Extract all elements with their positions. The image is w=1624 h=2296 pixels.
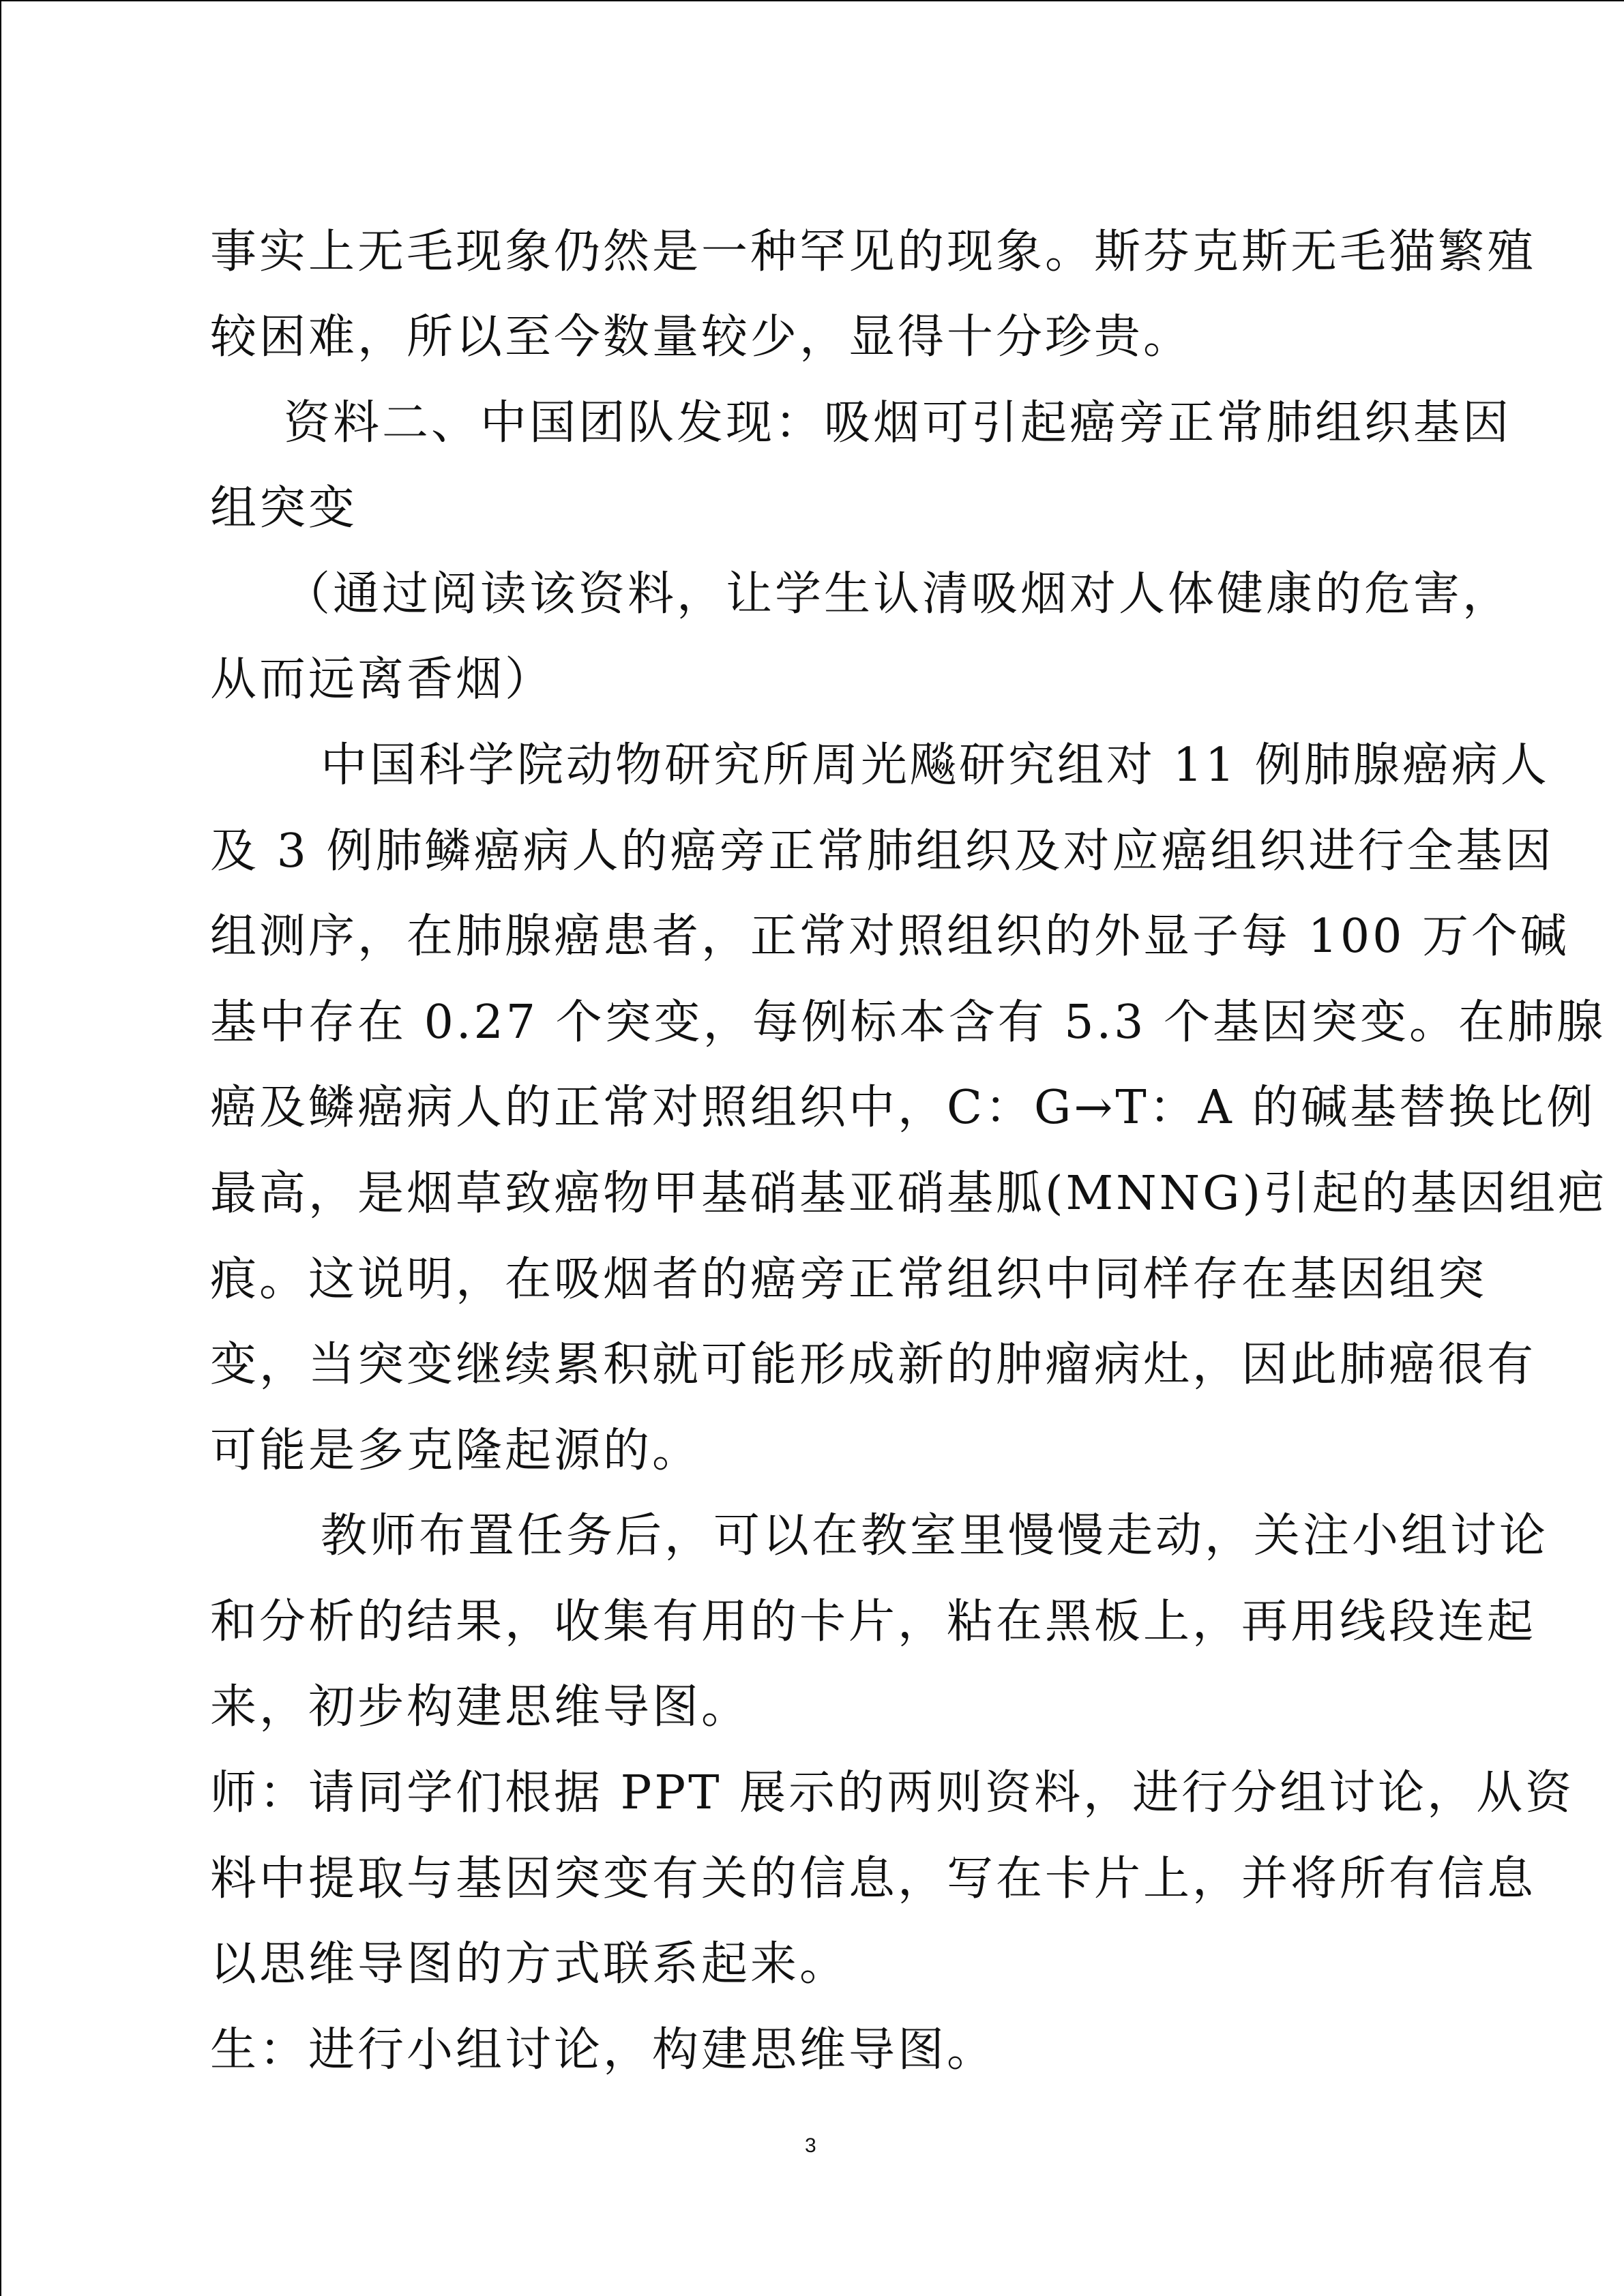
body-line-9: 痕。这说明，在吸烟者的癌旁正常组织中同样存在基因组突 xyxy=(210,1253,1488,1307)
section-heading-line-1: 资料二、中国团队发现：吸烟可引起癌旁正常肺组织基因 xyxy=(284,396,1512,450)
annotation-line-2: 从而远离香烟） xyxy=(210,653,555,706)
dialogue-teacher-line-3: 以思维导图的方式联系起来。 xyxy=(210,1937,849,1991)
section-heading-line-2: 组突变 xyxy=(210,481,358,535)
body-line-10: 变，当突变继续累积就可能形成新的肿瘤病灶，因此肺癌很有 xyxy=(210,1338,1537,1392)
page-number: 3 xyxy=(805,2134,816,2157)
dialogue-teacher-line-2: 料中提取与基因突变有关的信息，写在卡片上，并将所有信息 xyxy=(210,1852,1537,1906)
body-line-1: 事实上无毛现象仍然是一种罕见的现象。斯芬克斯无毛猫繁殖 xyxy=(210,225,1537,279)
dialogue-student-line: 生：进行小组讨论，构建思维导图。 xyxy=(210,2023,996,2077)
body-line-2: 较困难，所以至今数量较少，显得十分珍贵。 xyxy=(210,310,1193,364)
body-line-3: 中国科学院动物研究所周光飚研究组对 11 例肺腺癌病人 xyxy=(321,739,1550,792)
annotation-line-1: （通过阅读该资料，让学生认清吸烟对人体健康的危害， xyxy=(284,567,1512,621)
body-line-13: 和分析的结果，收集有用的卡片，粘在黑板上，再用线段连起 xyxy=(210,1595,1537,1649)
body-line-11: 可能是多克隆起源的。 xyxy=(210,1424,702,1478)
dialogue-teacher-line-1: 师：请同学们根据 PPT 展示的两则资料，进行分组讨论，从资 xyxy=(210,1766,1575,1820)
body-line-5: 组测序，在肺腺癌患者，正常对照组织的外显子每 100 万个碱 xyxy=(210,910,1570,964)
body-line-6: 基中存在 0.27 个突变，每例标本含有 5.3 个基因突变。在肺腺 xyxy=(210,996,1606,1049)
body-line-4: 及 3 例肺鳞癌病人的癌旁正常肺组织及对应癌组织进行全基因 xyxy=(210,824,1554,878)
body-line-12: 教师布置任务后，可以在教室里慢慢走动，关注小组讨论 xyxy=(321,1509,1549,1563)
body-line-7: 癌及鳞癌病人的正常对照组织中，C：G→T：A 的碱基替换比例 xyxy=(210,1081,1596,1135)
body-line-14: 来，初步构建思维导图。 xyxy=(210,1680,751,1734)
body-line-8: 最高，是烟草致癌物甲基硝基亚硝基胍(MNNG)引起的基因组疤 xyxy=(210,1167,1608,1221)
